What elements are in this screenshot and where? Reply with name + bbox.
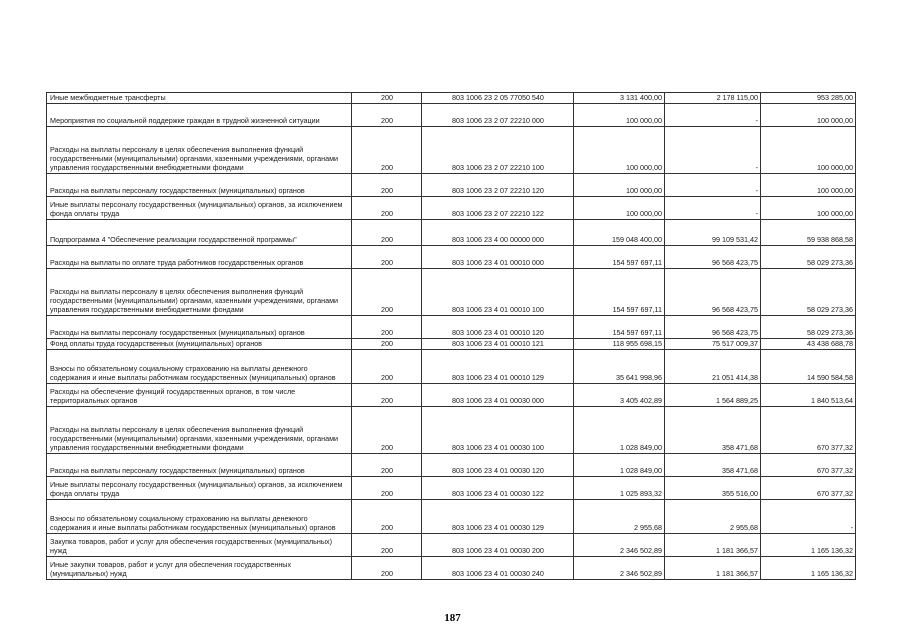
table-row — [47, 500, 856, 534]
row-name: Иные межбюджетные трансферты — [47, 93, 352, 104]
row-unexecuted: 100 000,00 — [761, 197, 856, 220]
table-row — [47, 339, 856, 350]
row-unexecuted: 14 590 584,58 — [761, 350, 856, 384]
row-executed: 1 181 366,57 — [665, 534, 761, 557]
table-row — [47, 384, 856, 407]
row-name: Расходы на выплаты по оплате труда работников государственных органов — [47, 246, 352, 269]
row-kbk: 803 1006 23 2 07 22210 122 — [422, 197, 574, 220]
row-kbk: 803 1006 23 4 01 00030 100 — [422, 407, 574, 454]
row-name: Расходы на выплаты персоналу государственных (муниципальных) органов — [47, 454, 352, 477]
row-kbk: 803 1006 23 4 00 00000 000 — [422, 220, 574, 246]
table-row — [47, 407, 856, 454]
row-code: 200 — [352, 316, 422, 339]
row-executed: 1 564 889,25 — [665, 384, 761, 407]
row-code: 200 — [352, 350, 422, 384]
row-executed: - — [665, 174, 761, 197]
row-executed: - — [665, 127, 761, 174]
row-unexecuted: 1 165 136,32 — [761, 534, 856, 557]
row-kbk: 803 1006 23 4 01 00010 000 — [422, 246, 574, 269]
table-row — [47, 477, 856, 500]
row-unexecuted: 953 285,00 — [761, 93, 856, 104]
row-kbk: 803 1006 23 4 01 00030 200 — [422, 534, 574, 557]
row-code: 200 — [352, 104, 422, 127]
row-unexecuted: 670 377,32 — [761, 477, 856, 500]
row-kbk: 803 1006 23 4 01 00030 000 — [422, 384, 574, 407]
row-name: Расходы на выплаты персоналу в целях обеспечения выполнения функций государственными (муниципальными) органами, казенными учреждениями, органами управления государственными внебюджетными фондами — [47, 269, 352, 316]
row-unexecuted: 59 938 868,58 — [761, 220, 856, 246]
row-unexecuted: 100 000,00 — [761, 127, 856, 174]
row-code: 200 — [352, 557, 422, 580]
row-code: 200 — [352, 384, 422, 407]
row-code: 200 — [352, 246, 422, 269]
row-approved: 1 028 849,00 — [574, 454, 665, 477]
row-approved: 3 405 402,89 — [574, 384, 665, 407]
table-row — [47, 350, 856, 384]
row-approved: 154 597 697,11 — [574, 269, 665, 316]
table-row — [47, 197, 856, 220]
row-approved: 100 000,00 — [574, 197, 665, 220]
row-kbk: 803 1006 23 4 01 00010 129 — [422, 350, 574, 384]
row-name: Расходы на выплаты персоналу государственных (муниципальных) органов — [47, 316, 352, 339]
table-row — [47, 269, 856, 316]
row-kbk: 803 1006 23 2 07 22210 120 — [422, 174, 574, 197]
row-executed: - — [665, 197, 761, 220]
row-code: 200 — [352, 269, 422, 316]
row-unexecuted: 670 377,32 — [761, 454, 856, 477]
row-approved: 2 955,68 — [574, 500, 665, 534]
row-name: Иные выплаты персоналу государственных (муниципальных) органов, за исключением фонда оплаты труда — [47, 197, 352, 220]
row-approved: 118 955 698,15 — [574, 339, 665, 350]
row-unexecuted: 58 029 273,36 — [761, 269, 856, 316]
row-kbk: 803 1006 23 4 01 00010 120 — [422, 316, 574, 339]
row-code: 200 — [352, 534, 422, 557]
table-row — [47, 220, 856, 246]
row-unexecuted: 670 377,32 — [761, 407, 856, 454]
row-kbk: 803 1006 23 4 01 00010 100 — [422, 269, 574, 316]
page-number: 187 — [444, 612, 461, 624]
row-unexecuted: 43 438 688,78 — [761, 339, 856, 350]
row-executed: 96 568 423,75 — [665, 246, 761, 269]
row-executed: - — [665, 104, 761, 127]
table-row — [47, 174, 856, 197]
row-code: 200 — [352, 454, 422, 477]
row-unexecuted: 100 000,00 — [761, 174, 856, 197]
row-kbk: 803 1006 23 4 01 00030 120 — [422, 454, 574, 477]
row-code: 200 — [352, 93, 422, 104]
row-kbk: 803 1006 23 4 01 00030 240 — [422, 557, 574, 580]
row-unexecuted: 58 029 273,36 — [761, 246, 856, 269]
row-kbk: 803 1006 23 2 07 22210 000 — [422, 104, 574, 127]
row-name: Фонд оплаты труда государственных (муниципальных) органов — [47, 339, 352, 350]
budget-execution-table — [46, 92, 856, 580]
row-approved: 2 346 502,89 — [574, 534, 665, 557]
row-name: Расходы на обеспечение функций государственных органов, в том числе территориальных органов — [47, 384, 352, 407]
row-approved: 100 000,00 — [574, 104, 665, 127]
row-approved: 100 000,00 — [574, 174, 665, 197]
table-row — [47, 316, 856, 339]
row-approved: 35 641 998,96 — [574, 350, 665, 384]
row-unexecuted: 1 165 136,32 — [761, 557, 856, 580]
row-name: Иные выплаты персоналу государственных (муниципальных) органов, за исключением фонда оплаты труда — [47, 477, 352, 500]
row-executed: 96 568 423,75 — [665, 269, 761, 316]
row-executed: 2 178 115,00 — [665, 93, 761, 104]
table-row — [47, 246, 856, 269]
row-executed: 358 471,68 — [665, 454, 761, 477]
row-executed: 2 955,68 — [665, 500, 761, 534]
row-code: 200 — [352, 477, 422, 500]
row-approved: 154 597 697,11 — [574, 316, 665, 339]
row-approved: 3 131 400,00 — [574, 93, 665, 104]
row-code: 200 — [352, 500, 422, 534]
row-code: 200 — [352, 220, 422, 246]
row-executed: 1 181 366,57 — [665, 557, 761, 580]
row-unexecuted: - — [761, 500, 856, 534]
row-code: 200 — [352, 339, 422, 350]
row-kbk: 803 1006 23 2 05 77050 540 — [422, 93, 574, 104]
row-approved: 159 048 400,00 — [574, 220, 665, 246]
row-approved: 2 346 502,89 — [574, 557, 665, 580]
row-kbk: 803 1006 23 4 01 00030 122 — [422, 477, 574, 500]
row-name: Расходы на выплаты персоналу государственных (муниципальных) органов — [47, 174, 352, 197]
row-executed: 75 517 009,37 — [665, 339, 761, 350]
row-code: 200 — [352, 197, 422, 220]
row-kbk: 803 1006 23 2 07 22210 100 — [422, 127, 574, 174]
row-name: Взносы по обязательному социальному страхованию на выплаты денежного содержания и иные выплаты работникам государственных (муниципальных) органов — [47, 500, 352, 534]
row-executed: 358 471,68 — [665, 407, 761, 454]
row-unexecuted: 58 029 273,36 — [761, 316, 856, 339]
row-name: Расходы на выплаты персоналу в целях обеспечения выполнения функций государственными (муниципальными) органами, казенными учреждениями, органами управления государственными внебюджетными фондами — [47, 407, 352, 454]
table-row — [47, 557, 856, 580]
row-executed: 99 109 531,42 — [665, 220, 761, 246]
row-executed: 96 568 423,75 — [665, 316, 761, 339]
row-name: Расходы на выплаты персоналу в целях обеспечения выполнения функций государственными (муниципальными) органами, казенными учреждениями, органами управления государственными внебюджетными фондами — [47, 127, 352, 174]
row-name: Мероприятия по социальной поддержке граждан в трудной жизненной ситуации — [47, 104, 352, 127]
row-code: 200 — [352, 407, 422, 454]
row-kbk: 803 1006 23 4 01 00030 129 — [422, 500, 574, 534]
row-code: 200 — [352, 127, 422, 174]
row-approved: 1 025 893,32 — [574, 477, 665, 500]
row-executed: 21 051 414,38 — [665, 350, 761, 384]
row-name: Закупка товаров, работ и услуг для обеспечения государственных (муниципальных) нужд — [47, 534, 352, 557]
table-row — [47, 127, 856, 174]
table-row — [47, 534, 856, 557]
row-approved: 1 028 849,00 — [574, 407, 665, 454]
row-kbk: 803 1006 23 4 01 00010 121 — [422, 339, 574, 350]
row-unexecuted: 100 000,00 — [761, 104, 856, 127]
row-name: Подпрограмма 4 "Обеспечение реализации государственной программы" — [47, 220, 352, 246]
row-executed: 355 516,00 — [665, 477, 761, 500]
table-row — [47, 93, 856, 104]
row-approved: 100 000,00 — [574, 127, 665, 174]
row-unexecuted: 1 840 513,64 — [761, 384, 856, 407]
table-row — [47, 104, 856, 127]
row-name: Взносы по обязательному социальному страхованию на выплаты денежного содержания и иные выплаты работникам государственных (муниципальных) органов — [47, 350, 352, 384]
row-name: Иные закупки товаров, работ и услуг для обеспечения государственных (муниципальных) нужд — [47, 557, 352, 580]
row-code: 200 — [352, 174, 422, 197]
table-row — [47, 454, 856, 477]
row-approved: 154 597 697,11 — [574, 246, 665, 269]
